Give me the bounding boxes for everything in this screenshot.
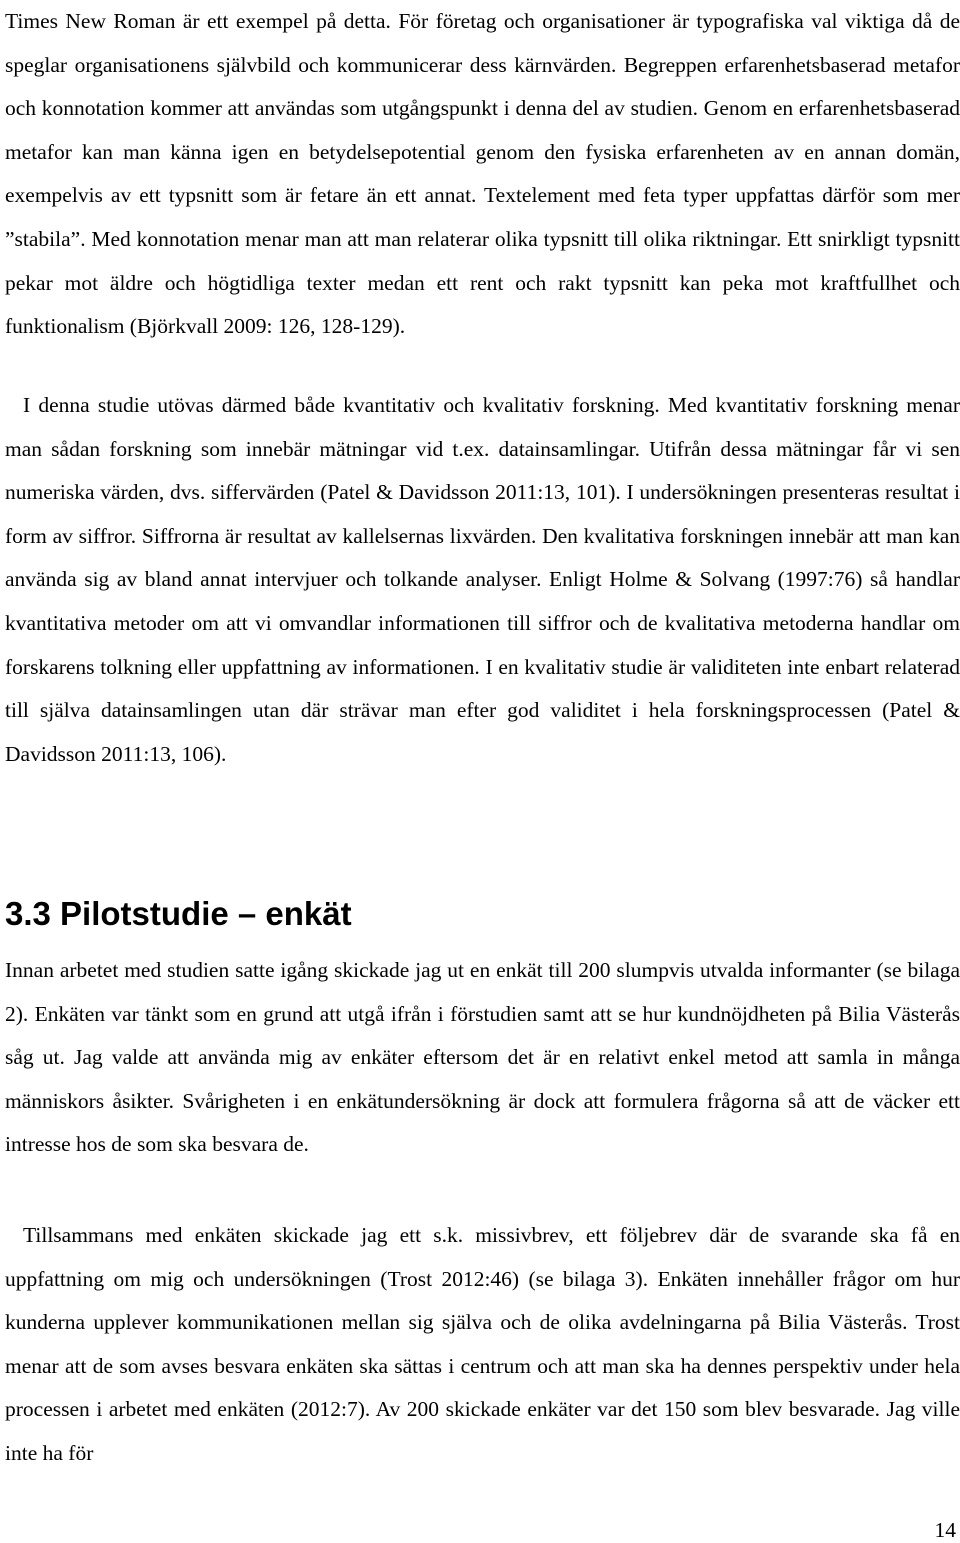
page-number: 14	[934, 1518, 956, 1542]
body-paragraph-research-methods: I denna studie utövas därmed både kvantitativ och kvalitativ forskning. Med kvantitativ forskning menar man sådan forskning som innebär mätningar vid t.ex. datainsamlingar. Utifrån dessa mätningar får vi sen numeriska värden, dvs. siffervärden (Patel & Davidsson 2011:13, 101). I undersökningen presenteras resultat i form av siffror. Siffrorna är resultat av kallelsernas lixvärden. Den kvalitativa forskningen innebär att man kan använda sig av bland annat intervjuer och tolkande analyser. Enligt Holme & Solvang (1997:76) så handlar kvantitativa metoder om att vi omvandlar informationen till siffror och de kvalitativa metoderna handlar om forskarens tolkning eller uppfattning av informationen. I en kvalitativ studie är validiteten inte enbart relaterad till själva datainsamlingen utan där strävar man efter god validitet i hela forskningsprocessen (Patel & Davidsson 2011:13, 106).	[5, 393, 960, 766]
body-paragraph-cover-letter: Tillsammans med enkäten skickade jag ett s.k. missivbrev, ett följebrev där de svarande ska få en uppfattning om mig och undersökningen (Trost 2012:46) (se bilaga 3). Enkäten innehåller frågor om hur kunderna upplever kommunikationen mellan sig själva och de olika avdelningarna på Bilia Västerås. Trost menar att de som avses besvara enkäten ska sättas i centrum och att man ska ha dennes perspektiv under hela processen i arbetet med enkäten (2012:7). Av 200 skickade enkäter var det 150 som blev besvarade. Jag ville inte ha för	[5, 1223, 960, 1465]
section-heading: 3.3 Pilotstudie – enkät	[5, 895, 352, 932]
body-paragraph-typography: Times New Roman är ett exempel på detta. För företag och organisationer är typografiska val viktiga då de speglar organisationens självbild och kommunicerar dess kärnvärden. Begreppen erfarenhetsbaserad metafor och konnotation kommer att användas som utgångspunkt i denna del av studien. Genom en erfarenhetsbaserad metafor kan man känna igen en betydelsepotential genom den fysiska erfarenheten av en annan domän, exempelvis av ett typsnitt som är fetare än ett annat. Textelement med feta typer uppfattas därför som mer ”stabila”. Med konnotation menar man att man relaterar olika typsnitt till olika riktningar. Ett snirkligt typsnitt pekar mot äldre och högtidliga texter medan ett rent och rakt typsnitt kan peka mot kraftfullhet och funktionalism (Björkvall 2009: 126, 128-129).	[5, 9, 960, 339]
body-paragraph-pilot-study: Innan arbetet med studien satte igång skickade jag ut en enkät till 200 slumpvis utvalda informanter (se bilaga 2). Enkäten var tänkt som en grund att utgå ifrån i förstudien samt att se hur kundnöjdheten på Bilia Västerås såg ut. Jag valde att använda mig av enkäter eftersom det är en relativt enkel metod att samla in många människors åsikter. Svårigheten i en enkätundersökning är dock att formulera frågorna så att de väcker ett intresse hos de som ska besvara de.	[5, 958, 960, 1157]
